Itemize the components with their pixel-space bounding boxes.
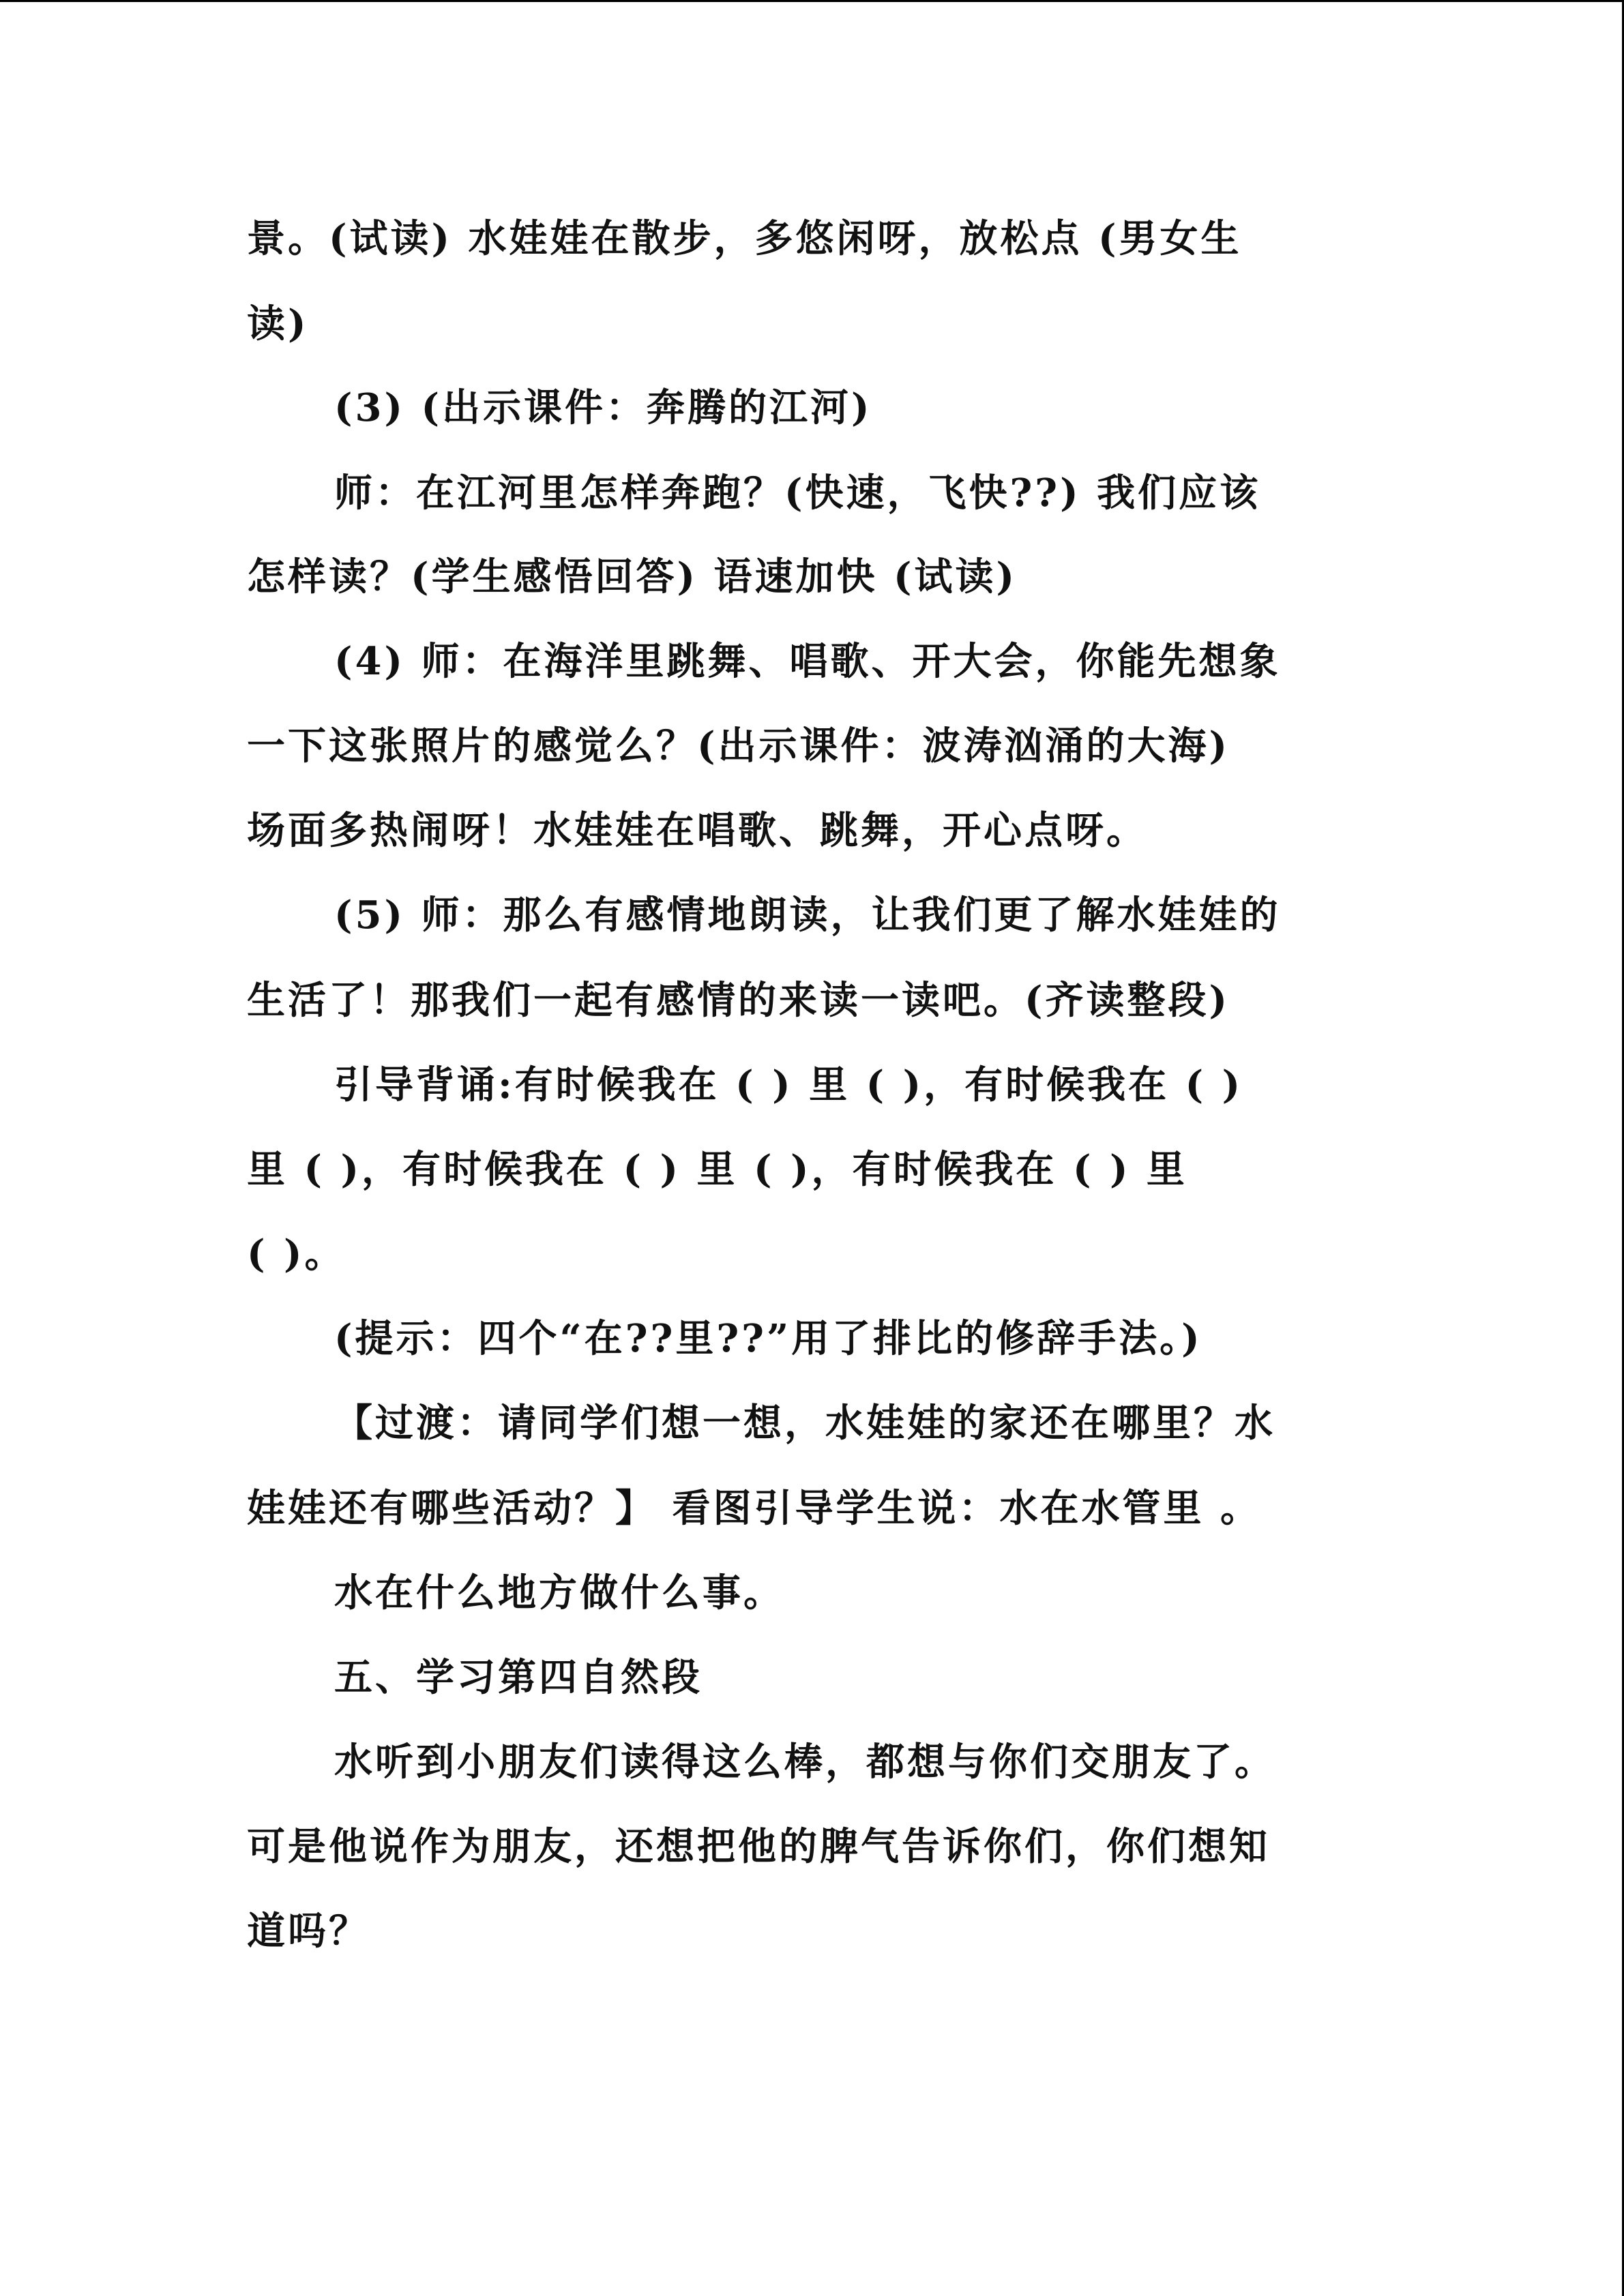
text-line-10: 生活了！那我们一起有感情的来读一读吧。(齐读整段) xyxy=(247,978,1230,1023)
text-line-5: 怎样读？(学生感悟回答) 语速加快 (试读) xyxy=(247,554,1017,599)
text-line-7: 一下这张照片的感觉么？(出示课件：波涛汹涌的大海) xyxy=(247,724,1230,769)
text-line-21: 道吗？ xyxy=(247,1909,370,1954)
text-line-19: 水听到小朋友们读得这么棒，都想与你们交朋友了。 xyxy=(334,1740,1275,1785)
section-heading: 五、学习第四自然段 xyxy=(334,1655,703,1700)
text-line-11: 引导背诵:有时候我在 ( ) 里 ( )，有时候我在 ( ) xyxy=(334,1062,1243,1107)
text-line-6: (4) 师：在海洋里跳舞、唱歌、开大会，你能先想象 xyxy=(334,639,1281,684)
text-line-1: 景。(试读) 水娃娃在散步，多悠闲呀，放松点 (男女生 xyxy=(247,216,1242,261)
text-line-13: ( )。 xyxy=(247,1232,346,1277)
text-line-4: 师：在江河里怎样奔跑？(快速，飞快??) 我们应该 xyxy=(334,471,1261,516)
text-line-17: 水在什么地方做什么事。 xyxy=(334,1570,784,1615)
text-line-3: (3) (出示课件：奔腾的江河) xyxy=(334,385,872,430)
text-line-15: 【过渡：请同学们想一想，水娃娃的家还在哪里？水 xyxy=(334,1401,1275,1446)
text-line-16: 娃娃还有哪些活动？】 看图引导学生说：水在水管里 。 xyxy=(247,1486,1261,1531)
text-line-20: 可是他说作为朋友，还想把他的脾气告诉你们，你们想知 xyxy=(247,1824,1270,1869)
text-line-8: 场面多热闹呀！水娃娃在唱歌、跳舞，开心点呀。 xyxy=(247,808,1147,853)
text-line-12: 里 ( )，有时候我在 ( ) 里 ( )，有时候我在 ( ) 里 xyxy=(247,1147,1187,1192)
text-line-14: (提示：四个“在??里??”用了排比的修辞手法。) xyxy=(334,1316,1202,1361)
text-line-2: 读) xyxy=(247,301,309,346)
top-border-line xyxy=(0,0,1624,2)
text-line-9: (5) 师：那么有感情地朗读，让我们更了解水娃娃的 xyxy=(334,893,1281,938)
